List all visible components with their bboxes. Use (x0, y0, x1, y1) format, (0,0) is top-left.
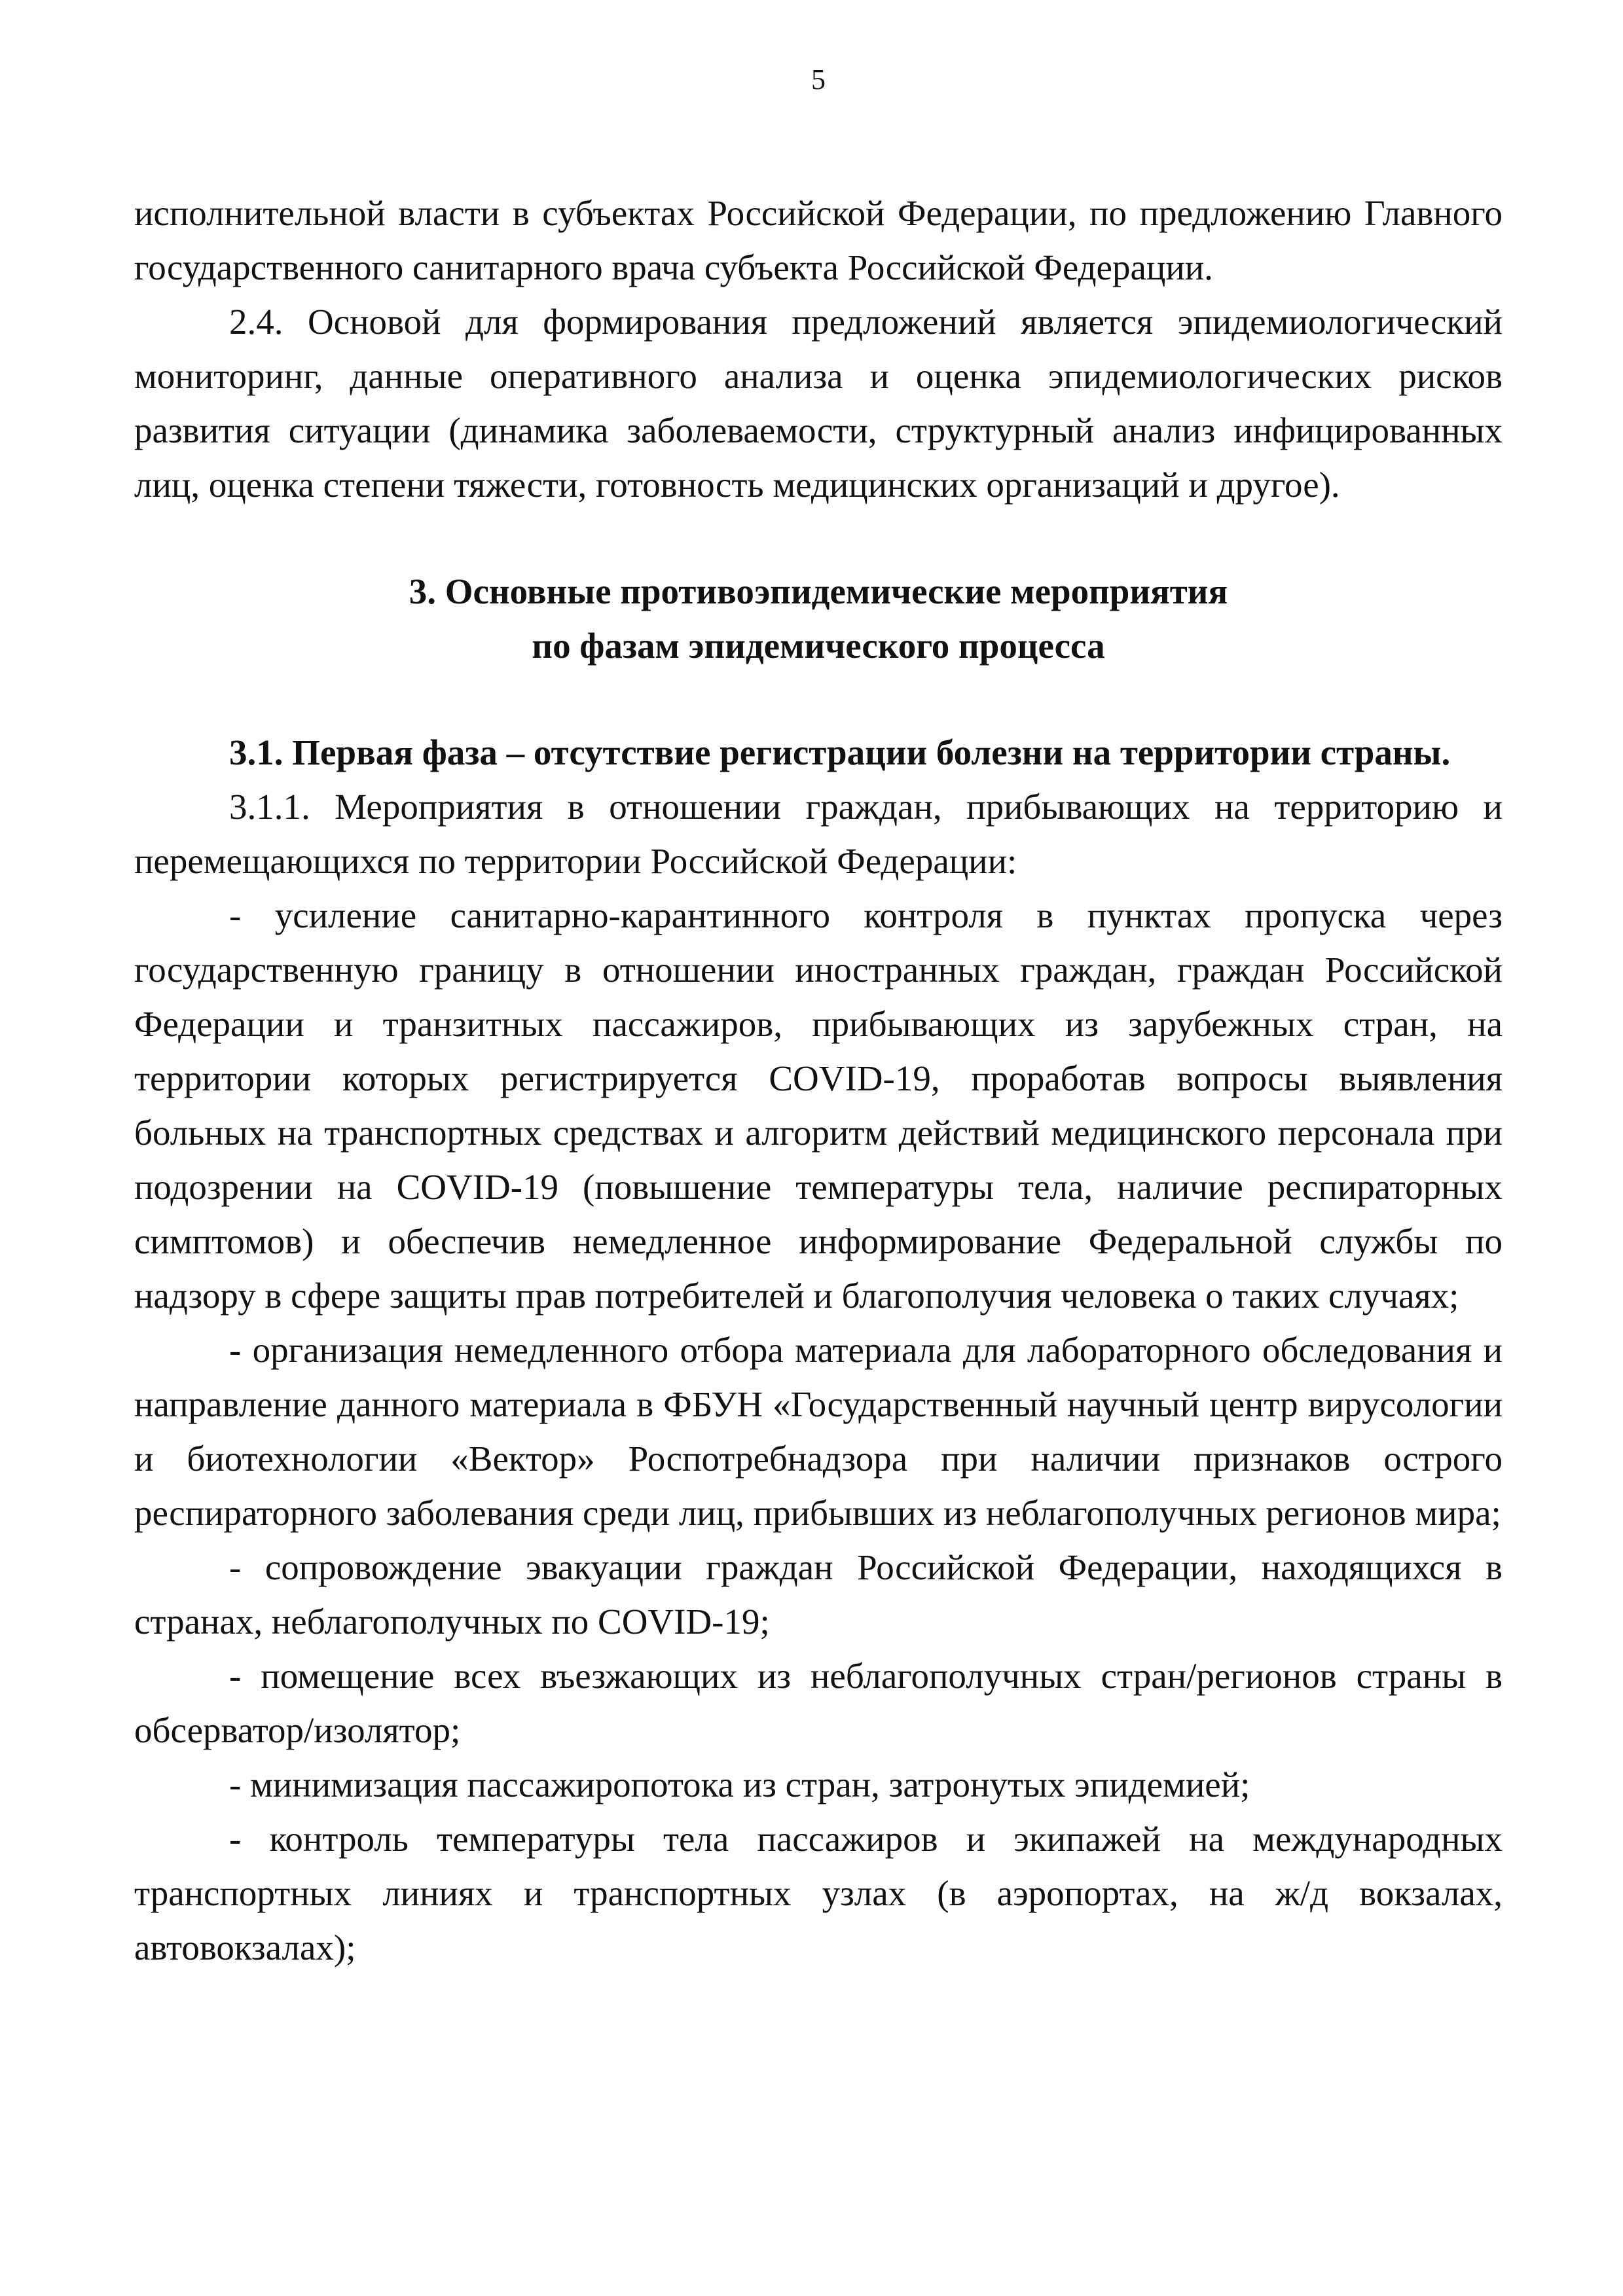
bullet-item: - минимизация пассажиропотока из стран, затронутых эпидемией; (229, 1765, 1250, 1804)
bullet-item: - организация немедленного отбора материала для лабораторного обследования и направление данного материала в ФБУН «Государственный научный центр вирусологии и биотехнологии «Вектор» Роспотребнадзора при наличии признаков острого респираторного заболевания среди лиц, прибывших из неблагополучных регионов мира; (134, 1330, 1503, 1533)
paragraph-2-4: 2.4. Основой для формирования предложений является эпидемиологический мониторинг, данные оперативного анализа и оценка эпидемиологических рисков развития ситуации (динамика заболеваемости, структурный анализ инфицированных лиц, оценка степени тяжести, готовность медицинских организаций и другое). (134, 302, 1503, 505)
bullet-item: - сопровождение эвакуации граждан Российской Федерации, находящихся в странах, неблагополучных по COVID-19; (134, 1547, 1503, 1641)
section-heading (134, 564, 1503, 673)
section-heading-line-2: по фазам эпидемического процесса (532, 626, 1105, 666)
item-3-1-1-intro: 3.1.1. Мероприятия в отношении граждан, прибывающих на территорию и перемещающихся по территории Российской Федерации: (134, 787, 1503, 881)
document-page (134, 65, 1503, 1975)
bullet-item: - помещение всех въезжающих из неблагополучных стран/регионов страны в обсерватор/изолятор; (134, 1656, 1503, 1750)
section-heading-line-1: 3. Основные противоэпидемические мероприятия (409, 571, 1228, 611)
page-number: 5 (811, 63, 826, 96)
paragraph-continuation: исполнительной власти в субъектах Российской Федерации, по предложению Главного государственного санитарного врача субъекта Российской Федерации. (134, 193, 1503, 287)
subsection-heading-3-1: 3.1. Первая фаза – отсутствие регистрации болезни на территории страны. (229, 732, 1451, 772)
bullet-item: - усиление санитарно-карантинного контроля в пунктах пропуска через государственную границу в отношении иностранных граждан, граждан Российской Федерации и транзитных пассажиров, прибывающих из зарубежных стран, на территории которых регистрируется COVID-19, проработав вопросы выявления больных на транспортных средствах и алгоритм действий медицинского персонала при подозрении на COVID-19 (повышение температуры тела, наличие респираторных симптомов) и обеспечив немедленное информирование Федеральной службы по надзору в сфере защиты прав потребителей и благополучия человека о таких случаях; (134, 895, 1503, 1316)
bullet-item: - контроль температуры тела пассажиров и экипажей на международных транспортных линиях и транспортных узлах (в аэропортах, на ж/д вокзалах, автовокзалах); (134, 1819, 1503, 1967)
